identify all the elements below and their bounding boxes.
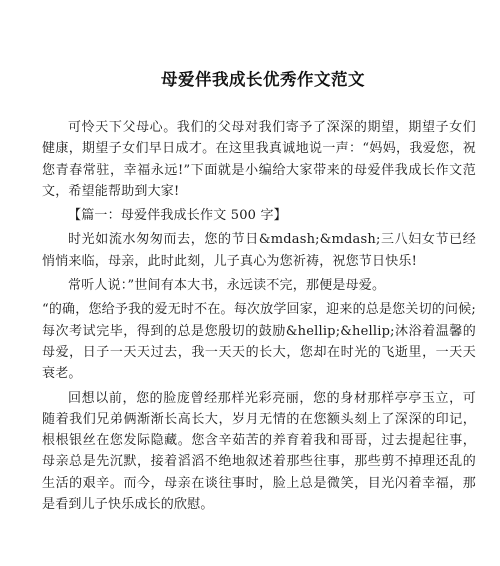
- article-title: 母爱伴我成长优秀作文范文: [161, 70, 365, 89]
- body-paragraph: “的确，您给予我的爱无时不在。每次放学回家，迎来的总是您关切的问候;每次考试完毕，得到的总是您殷切的鼓励&hellip;&hellip;沐浴着温馨的母爱，日子一天天过去，我一天天的长大，您却在时光的飞逝里，一天天衰老。: [42, 302, 476, 382]
- page-bottom-edge: [0, 552, 500, 566]
- body-paragraph: 回想以前，您的脸庞曾经那样光彩亮丽，您的身材那样亭亭玉立，可随着我们兄弟俩渐渐长高长大，岁月无情的在您额头刻上了深深的印记，根根银丝在您发际隐藏。您含辛茹苦的养育着我和哥哥，过去提起往事，母亲总是先沉默，接着滔滔不绝地叙述着那些往事，那些剪不掉理还乱的生活的艰辛。而今，母亲在谈往事时，脸上总是微笑，目光闪着幸福，那是看到儿子快乐成长的欣慰。: [42, 390, 476, 513]
- body-paragraph: 常听人说：”世间有本大书，永远读不完，那便是母爱。: [68, 278, 386, 294]
- section-heading: 【篇一：母爱伴我成长作文 500 字】: [68, 208, 287, 224]
- article-body: [42, 117, 476, 515]
- body-paragraph: 时光如流水匆匆而去，您的节日&mdash;&mdash;三八妇女节已经悄悄来临，母亲，此时此刻，儿子真心为您祈祷，祝您节日快乐!: [42, 232, 476, 269]
- intro-paragraph: 可怜天下父母心。我们的父母对我们寄予了深深的期望，期望子女们健康，期望子女们早日成才。在这里我真诚地说一声：“妈妈，我爱您，祝您青春常驻，幸福永远!”下面就是小编给大家带来的母爱伴我成长作文范文，希望能帮助到大家!: [42, 120, 476, 199]
